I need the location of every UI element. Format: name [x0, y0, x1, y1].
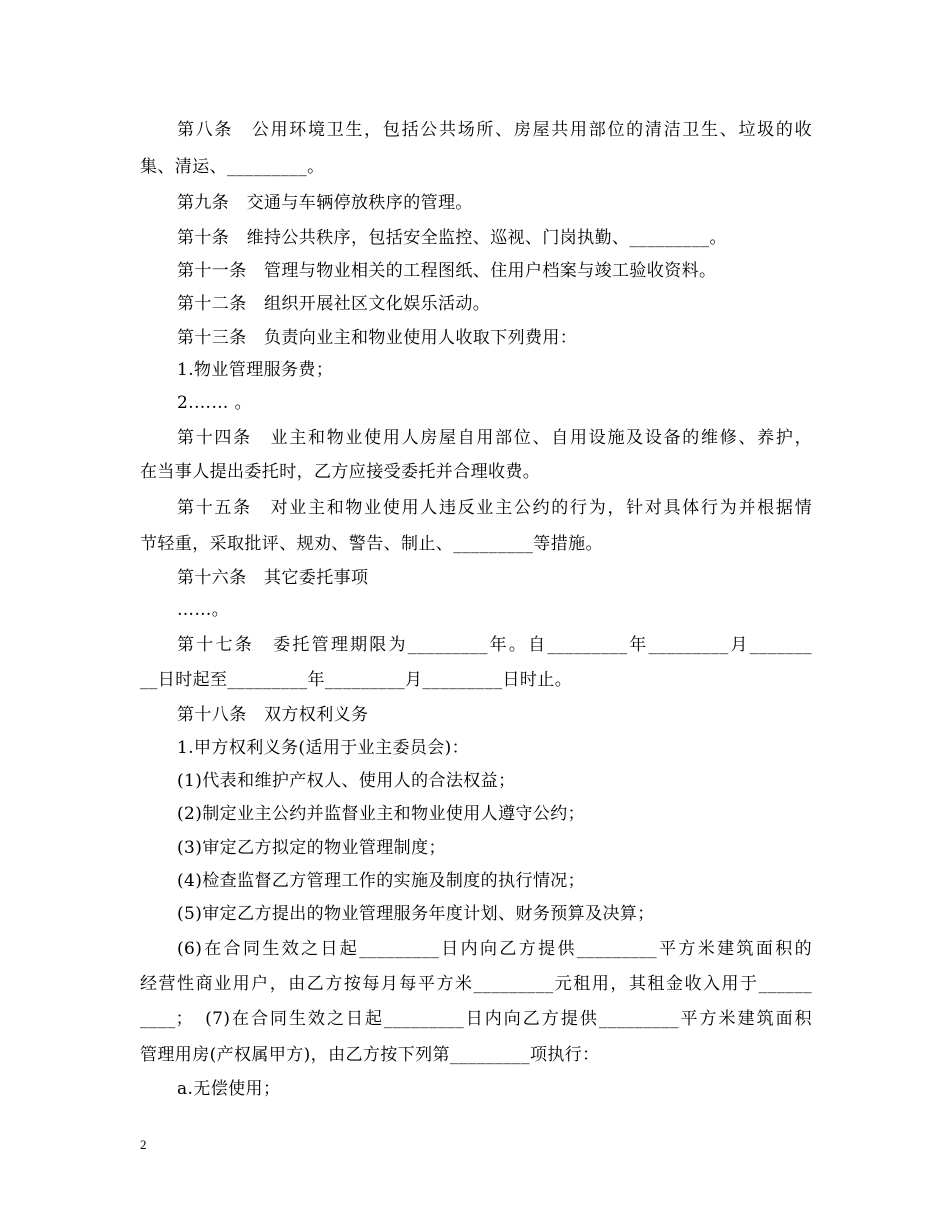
text-line: 第十条 维持公共秩序，包括安全监控、巡视、门岗执勤、_________。: [177, 228, 727, 248]
page-number: 2: [140, 1137, 147, 1152]
text-line: 第十三条 负责向业主和物业使用人收取下列费用：: [177, 328, 578, 348]
text-line: 2.…… 。: [177, 393, 253, 413]
text-line: 第十一条 管理与物业相关的工程图纸、住用户档案与竣工验收资料。: [177, 261, 717, 281]
text-line: (3)审定乙方拟定的物业管理制度；: [177, 838, 446, 858]
text-line: 第十八条 双方权利义务: [177, 705, 369, 725]
text-line: ____； (7)在合同生效之日起_________日内向乙方提供_________平方米建筑面积: [140, 1009, 812, 1029]
text-line: 第八条 公用环境卫生，包括公共场所、房屋共用部位的清洁卫生、垃圾的收: [177, 120, 812, 140]
text-line: 第十四条 业主和物业使用人房屋自用部位、自用设施及设备的维修、养护，: [177, 428, 812, 448]
text-line: 第十五条 对业主和物业使用人违反业主公约的行为，针对具体行为并根据情: [177, 498, 812, 518]
text-line: 1.甲方权利义务(适用于业主委员会)：: [177, 738, 470, 758]
text-line: 1.物业管理服务费；: [177, 360, 334, 380]
text-line: 第十六条 其它委托事项: [177, 568, 369, 588]
text-line: 经营性商业用户，由乙方按每月每平方米_________元租用，其租金收入用于______: [140, 974, 812, 994]
text-line: 集、清运、_________。: [140, 157, 325, 177]
text-line: 第十七条 委托管理期限为_________年。自_________年_________月_______: [177, 635, 812, 655]
text-line: (1)代表和维护产权人、使用人的合法权益；: [177, 771, 516, 791]
text-line: 节轻重，采取批评、规劝、警告、制止、_________等措施。: [140, 534, 603, 554]
text-line: __日时起至_________年_________月_________日时止。: [140, 670, 573, 690]
text-line: 管理用房(产权属甲方)，由乙方按下列第_________项执行：: [140, 1045, 600, 1065]
text-line: (6)在合同生效之日起_________日内向乙方提供_________平方米建筑面积的: [177, 939, 812, 959]
text-line: a.无偿使用；: [177, 1079, 281, 1099]
text-line: 第九条 交通与车辆停放秩序的管理。: [177, 193, 473, 213]
text-line: 在当事人提出委托时，乙方应接受委托并合理收费。: [140, 462, 541, 482]
text-line: 第十二条 组织开展社区文化娱乐活动。: [177, 294, 491, 314]
text-line: (5)审定乙方提出的物业管理服务年度计划、财务预算及决算；: [177, 904, 655, 924]
text-line: (2)制定业主公约并监督业主和物业使用人遵守公约；: [177, 804, 586, 824]
text-line: ……。: [177, 600, 230, 620]
text-line: (4)检查监督乙方管理工作的实施及制度的执行情况；: [177, 871, 586, 891]
